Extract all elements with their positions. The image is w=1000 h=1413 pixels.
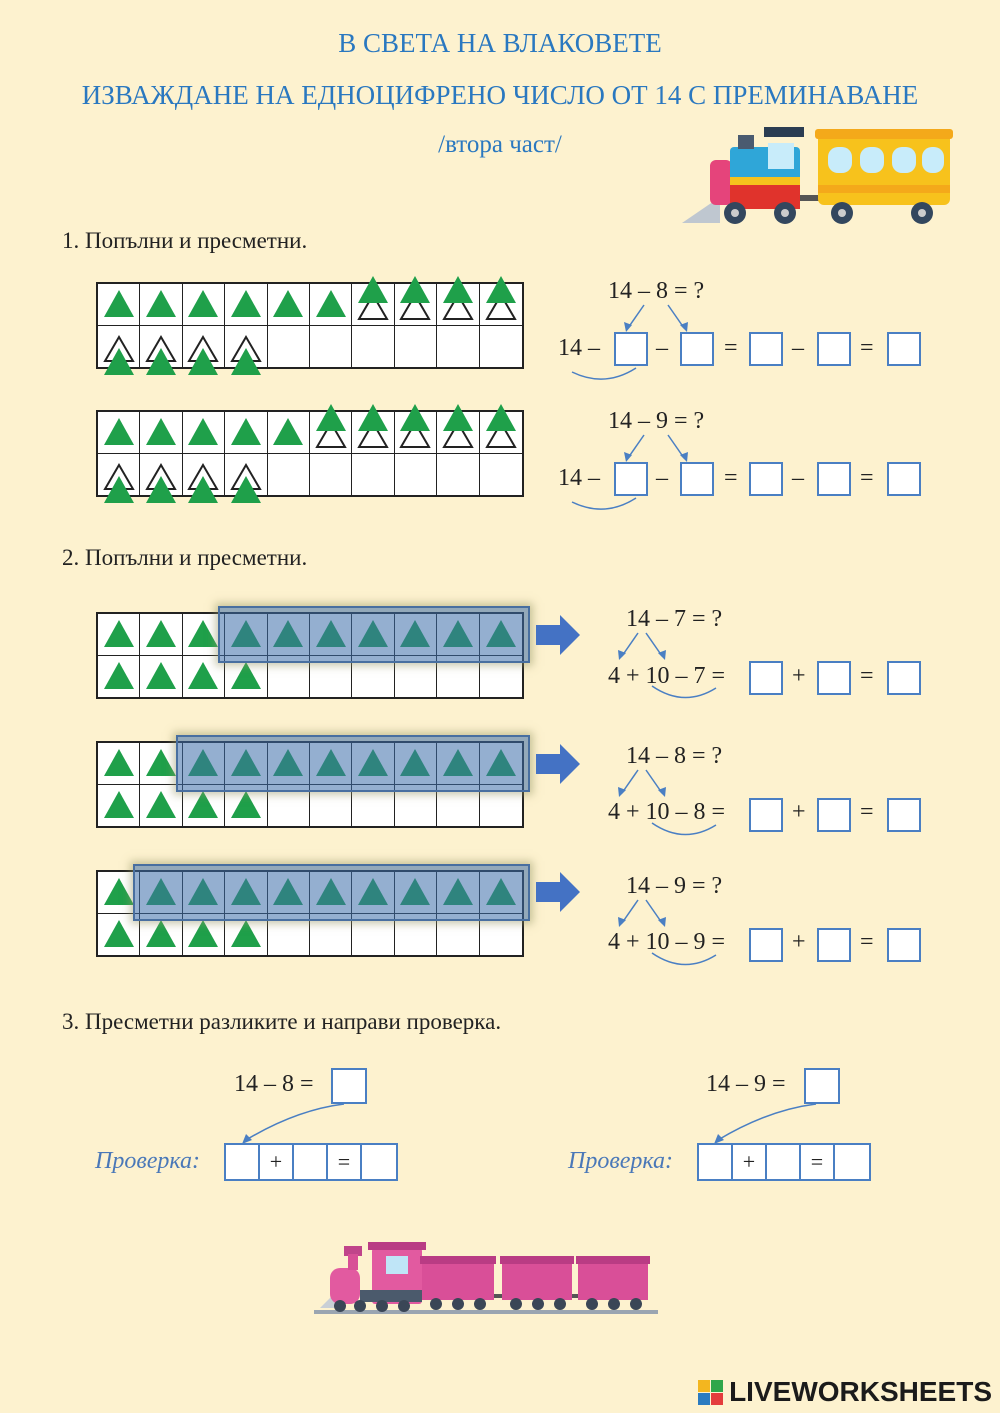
- plus-sign: +: [792, 799, 806, 825]
- liveworksheets-logo-icon: [698, 1380, 724, 1406]
- answer-box[interactable]: [614, 462, 648, 496]
- answer-box[interactable]: [749, 798, 783, 832]
- answer-box[interactable]: [817, 332, 851, 366]
- equals-sign: =: [724, 335, 738, 361]
- task1-start-1: 14 –: [558, 335, 600, 361]
- answer-box[interactable]: [835, 1145, 869, 1179]
- task2-expr-2: 4 + 10 – 8 =: [608, 799, 726, 825]
- answer-box[interactable]: [362, 1145, 396, 1179]
- ten-frame-1: [96, 282, 524, 369]
- plus-sign: +: [792, 929, 806, 955]
- answer-box[interactable]: [614, 332, 648, 366]
- shaded-overlay: [218, 606, 530, 663]
- title-line-1: В СВЕТА НА ВЛАКОВЕТЕ: [338, 28, 662, 58]
- subtitle: /втора част/: [438, 131, 562, 158]
- title-line-2: ИЗВАЖДАНЕ НА ЕДНОЦИФРЕНО ЧИСЛО ОТ 14 С ПРЕМИНАВАНЕ: [81, 80, 919, 110]
- task2-question-2: 14 – 8 = ?: [626, 743, 723, 769]
- answer-box[interactable]: [887, 332, 921, 366]
- answer-box[interactable]: [749, 928, 783, 962]
- shaded-overlay: [176, 735, 530, 792]
- equals-sign: =: [860, 335, 874, 361]
- answer-box[interactable]: [817, 928, 851, 962]
- ten-frame-2: [96, 410, 524, 497]
- plus-sign: +: [260, 1145, 294, 1179]
- task3-expr-2: 14 – 9 =: [706, 1071, 786, 1097]
- minus-sign: –: [792, 465, 804, 491]
- answer-box[interactable]: [887, 462, 921, 496]
- equals-sign: =: [724, 465, 738, 491]
- liveworksheets-brand[interactable]: LIVEWORKSHEETS: [729, 1376, 992, 1407]
- check-row-1: [224, 1143, 398, 1181]
- equals-sign: =: [860, 929, 874, 955]
- equals-sign: =: [860, 465, 874, 491]
- answer-box[interactable]: [331, 1068, 367, 1104]
- minus-sign: –: [656, 465, 668, 491]
- equals-sign: =: [801, 1145, 835, 1179]
- answer-box[interactable]: [294, 1145, 328, 1179]
- task2-expr-1: 4 + 10 – 7 =: [608, 663, 726, 689]
- minus-sign: –: [792, 335, 804, 361]
- task2-expr-3: 4 + 10 – 9 =: [608, 929, 726, 955]
- task2-question-3: 14 – 9 = ?: [626, 873, 723, 899]
- task2-question-1: 14 – 7 = ?: [626, 606, 723, 632]
- answer-box[interactable]: [817, 798, 851, 832]
- plus-sign: +: [792, 663, 806, 689]
- answer-box[interactable]: [767, 1145, 801, 1179]
- answer-box[interactable]: [887, 798, 921, 832]
- answer-box[interactable]: [817, 661, 851, 695]
- right-arrow-icon: [536, 744, 582, 784]
- answer-box[interactable]: [680, 332, 714, 366]
- answer-box[interactable]: [226, 1145, 260, 1179]
- task1-question-2: 14 – 9 = ?: [608, 408, 705, 434]
- answer-box[interactable]: [887, 661, 921, 695]
- check-row-2: [697, 1143, 871, 1181]
- equals-sign: =: [328, 1145, 362, 1179]
- answer-box[interactable]: [749, 661, 783, 695]
- answer-box[interactable]: [817, 462, 851, 496]
- equals-sign: =: [860, 799, 874, 825]
- shaded-overlay: [133, 864, 530, 921]
- answer-box[interactable]: [699, 1145, 733, 1179]
- plus-sign: +: [733, 1145, 767, 1179]
- train-illustration-top: [680, 125, 955, 230]
- check-label: Проверка:: [95, 1148, 201, 1174]
- answer-box[interactable]: [887, 928, 921, 962]
- train-illustration-bottom: [312, 1238, 660, 1318]
- task1-question-1: 14 – 8 = ?: [608, 278, 705, 304]
- right-arrow-icon: [536, 872, 582, 912]
- task2-heading: 2. Попълни и пресметни.: [62, 545, 308, 570]
- right-arrow-icon: [536, 615, 582, 655]
- task3-expr-1: 14 – 8 =: [234, 1071, 314, 1097]
- minus-sign: –: [656, 335, 668, 361]
- answer-box[interactable]: [804, 1068, 840, 1104]
- task1-start-2: 14 –: [558, 465, 600, 491]
- check-label: Проверка:: [568, 1148, 674, 1174]
- answer-box[interactable]: [749, 332, 783, 366]
- task1-heading: 1. Попълни и пресметни.: [62, 228, 308, 253]
- equals-sign: =: [860, 663, 874, 689]
- answer-box[interactable]: [749, 462, 783, 496]
- answer-box[interactable]: [680, 462, 714, 496]
- task3-heading: 3. Пресметни разликите и направи проверка.: [62, 1009, 502, 1034]
